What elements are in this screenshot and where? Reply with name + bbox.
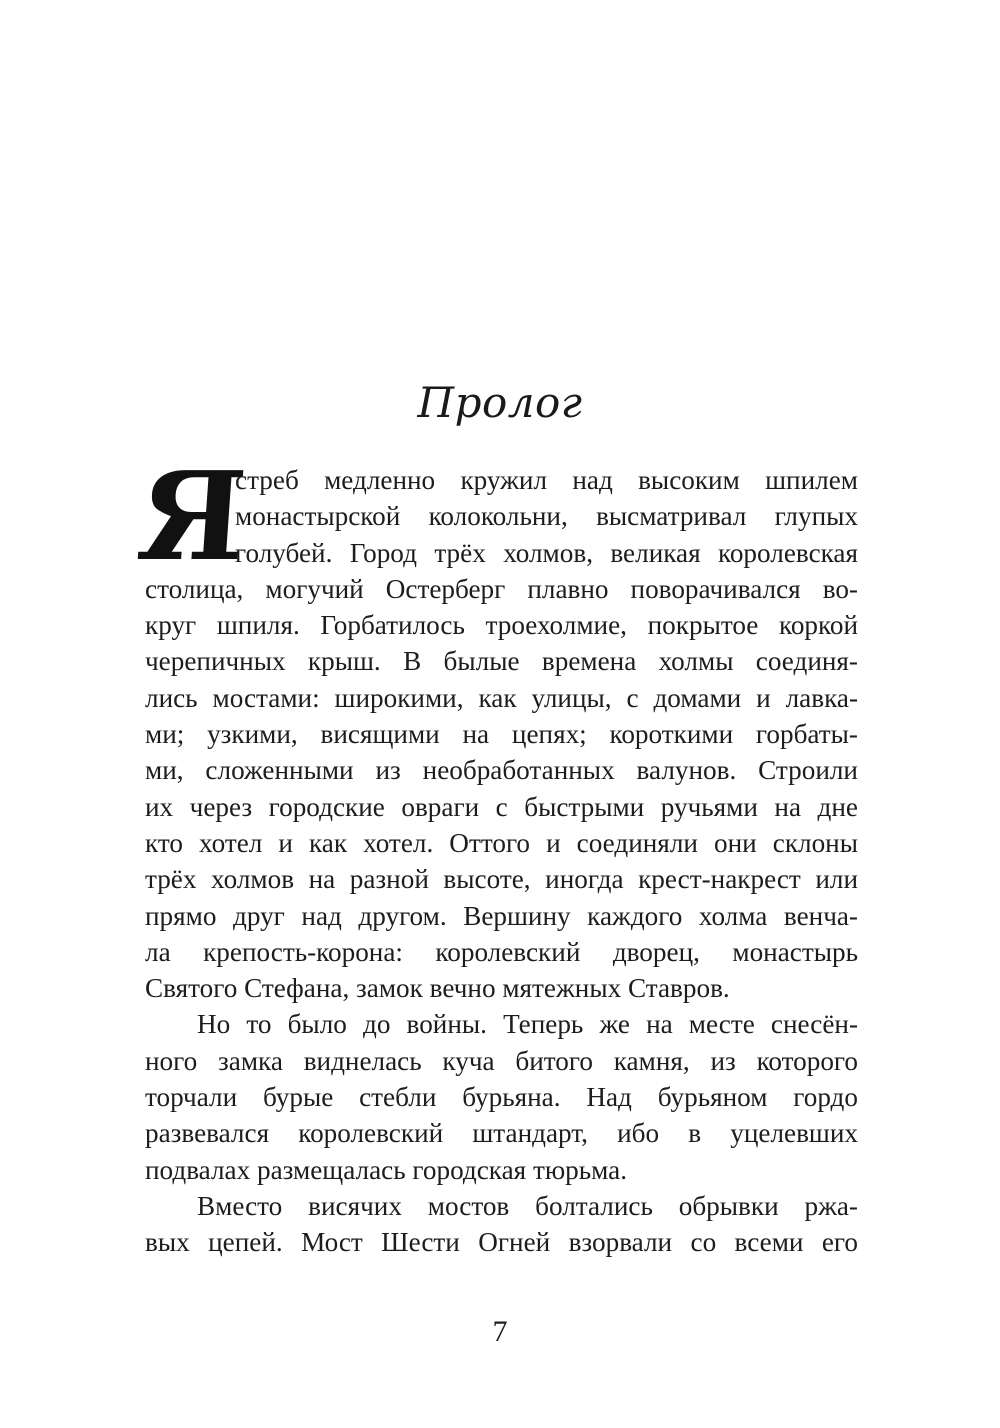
text-line: ного замка виднелась куча битого камня, из которого <box>145 1045 858 1076</box>
text-line: развевался королевский штандарт, ибо в уцелевших <box>145 1118 858 1149</box>
text-line: торчали бурые стебли бурьяна. Над бурьяном гордо <box>145 1082 858 1113</box>
text-line: Святого Стефана, замок вечно мятежных Ставров. <box>145 973 730 1004</box>
text-line: ми, сложенными из необработанных валунов. Строили <box>145 755 858 786</box>
text-line: подвалах размещалась городская тюрьма. <box>145 1154 628 1185</box>
text-line: стреб медленно кружил над высоким шпилем <box>235 465 858 495</box>
page-number: 7 <box>492 1315 508 1348</box>
text-line: ла крепость-корона: королевский дворец, монастырь <box>145 936 858 967</box>
text-line: прямо друг над другом. Вершину каждого холма венча- <box>145 900 858 931</box>
text-line: лись мостами: широкими, как улицы, с домами и лавка- <box>145 682 858 713</box>
text-line: круг шпиля. Горбатилось троехолмие, покрытое коркой <box>145 610 858 641</box>
text-line: черепичных крыш. В былые времена холмы соединя- <box>145 646 858 677</box>
text-line: Но то было до войны. Теперь же на месте снесён- <box>197 1009 858 1040</box>
text-line: Вместо висячих мостов болтались обрывки ржа- <box>197 1190 858 1221</box>
text-line: их через городские овраги с быстрыми ручьями на дне <box>145 791 858 822</box>
text-line: монастырской колокольни, высматривал глупых <box>235 501 858 532</box>
body-text <box>145 462 858 1261</box>
text-line: вых цепей. Мост Шести Огней взорвали со всеми его <box>145 1227 858 1258</box>
text-line: столица, могучий Остерберг плавно поворачивался во- <box>145 573 858 604</box>
text-line: ми; узкими, висящими на цепях; короткими горбаты- <box>145 719 858 750</box>
text-line: голубей. Город трёх холмов, великая королевская <box>235 537 858 568</box>
drop-cap: Я <box>132 444 251 588</box>
text-line: кто хотел и как хотел. Оттого и соединяли они склоны <box>145 827 858 858</box>
chapter-title: Пролог <box>417 378 583 427</box>
text-line: трёх холмов на разной высоте, иногда крест-накрест или <box>145 864 858 895</box>
